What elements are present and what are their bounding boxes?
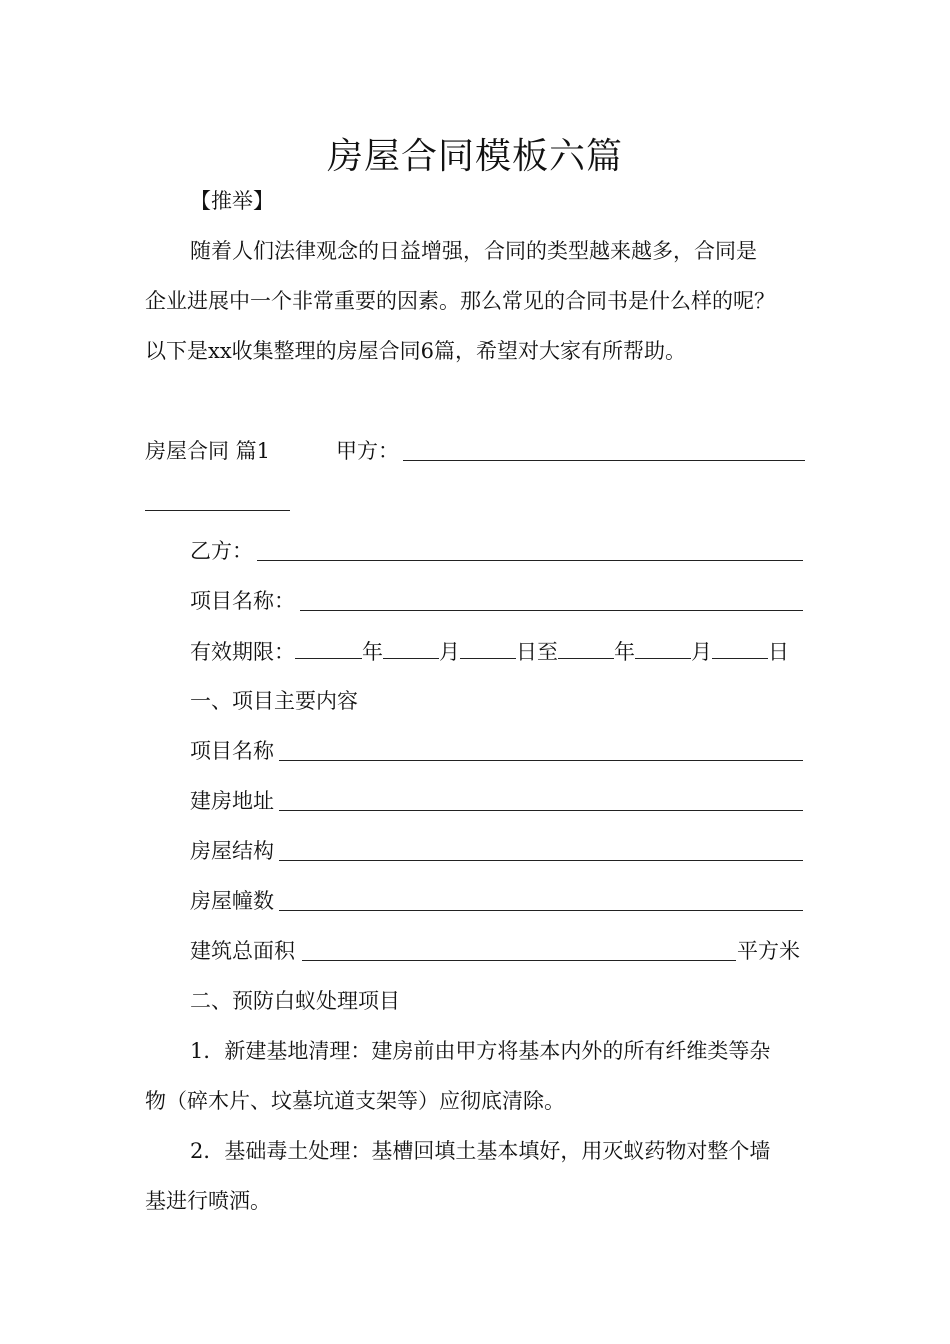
party-b-label: 乙方： bbox=[190, 539, 253, 563]
field-address-blank bbox=[279, 810, 803, 811]
validity-year-label: 年 bbox=[362, 640, 383, 664]
field-area-label: 建筑总面积 bbox=[190, 939, 295, 963]
field-area-blank bbox=[302, 960, 736, 961]
validity-month2-blank bbox=[635, 636, 691, 659]
intro-line-2: 企业进展中一个非常重要的因素。那么常见的合同书是什么样的呢？ bbox=[145, 289, 775, 313]
field-area-unit: 平方米 bbox=[737, 939, 800, 963]
validity-year2-blank bbox=[558, 636, 614, 659]
validity-label: 有效期限： bbox=[190, 640, 295, 664]
item-2-line-2: 基进行喷洒。 bbox=[145, 1189, 271, 1213]
field-count-blank bbox=[279, 910, 803, 911]
field-project-name-blank bbox=[279, 760, 803, 761]
party-a-blank-continued bbox=[145, 510, 290, 511]
validity-line bbox=[190, 636, 789, 667]
validity-day-blank bbox=[460, 636, 516, 659]
validity-day-to-label: 日至 bbox=[516, 640, 558, 664]
field-structure-label: 房屋结构 bbox=[190, 839, 274, 863]
project-name-label: 项目名称： bbox=[190, 589, 295, 613]
party-a-blank bbox=[403, 460, 805, 461]
intro-line-1: 随着人们法律观念的日益增强，合同的类型越来越多，合同是 bbox=[190, 239, 757, 263]
validity-month-label: 月 bbox=[439, 640, 460, 664]
validity-year2-label: 年 bbox=[614, 640, 635, 664]
party-a-label: 甲方： bbox=[336, 439, 399, 463]
item-1-line-2: 物（碎木片、坟墓坑道支架等）应彻底清除。 bbox=[145, 1089, 565, 1113]
item-2-line-1: 2．基础毒土处理：基槽回填土基本填好，用灭蚁药物对整个墙 bbox=[190, 1139, 771, 1163]
contract-heading: 房屋合同 篇1 bbox=[145, 439, 271, 463]
validity-day2-blank bbox=[712, 636, 768, 659]
validity-month2-label: 月 bbox=[691, 640, 712, 664]
party-b-blank bbox=[257, 560, 803, 561]
recommend-tag: 【推举】 bbox=[190, 189, 274, 213]
section-1-heading: 一、项目主要内容 bbox=[190, 689, 358, 713]
field-structure-blank bbox=[279, 860, 803, 861]
field-project-name-label: 项目名称 bbox=[190, 739, 274, 763]
item-1-line-1: 1．新建基地清理：建房前由甲方将基本内外的所有纤维类等杂 bbox=[190, 1039, 771, 1063]
field-count-label: 房屋幢数 bbox=[190, 889, 274, 913]
intro-line-3: 以下是xx收集整理的房屋合同6篇，希望对大家有所帮助。 bbox=[145, 339, 687, 363]
project-name-blank bbox=[300, 610, 803, 611]
validity-day2-label: 日 bbox=[768, 640, 789, 664]
validity-month-blank bbox=[383, 636, 439, 659]
validity-year-blank bbox=[295, 636, 362, 659]
field-address-label: 建房地址 bbox=[190, 789, 274, 813]
section-2-heading: 二、预防白蚁处理项目 bbox=[190, 989, 400, 1013]
document-title: 房屋合同模板六篇 bbox=[326, 136, 623, 177]
